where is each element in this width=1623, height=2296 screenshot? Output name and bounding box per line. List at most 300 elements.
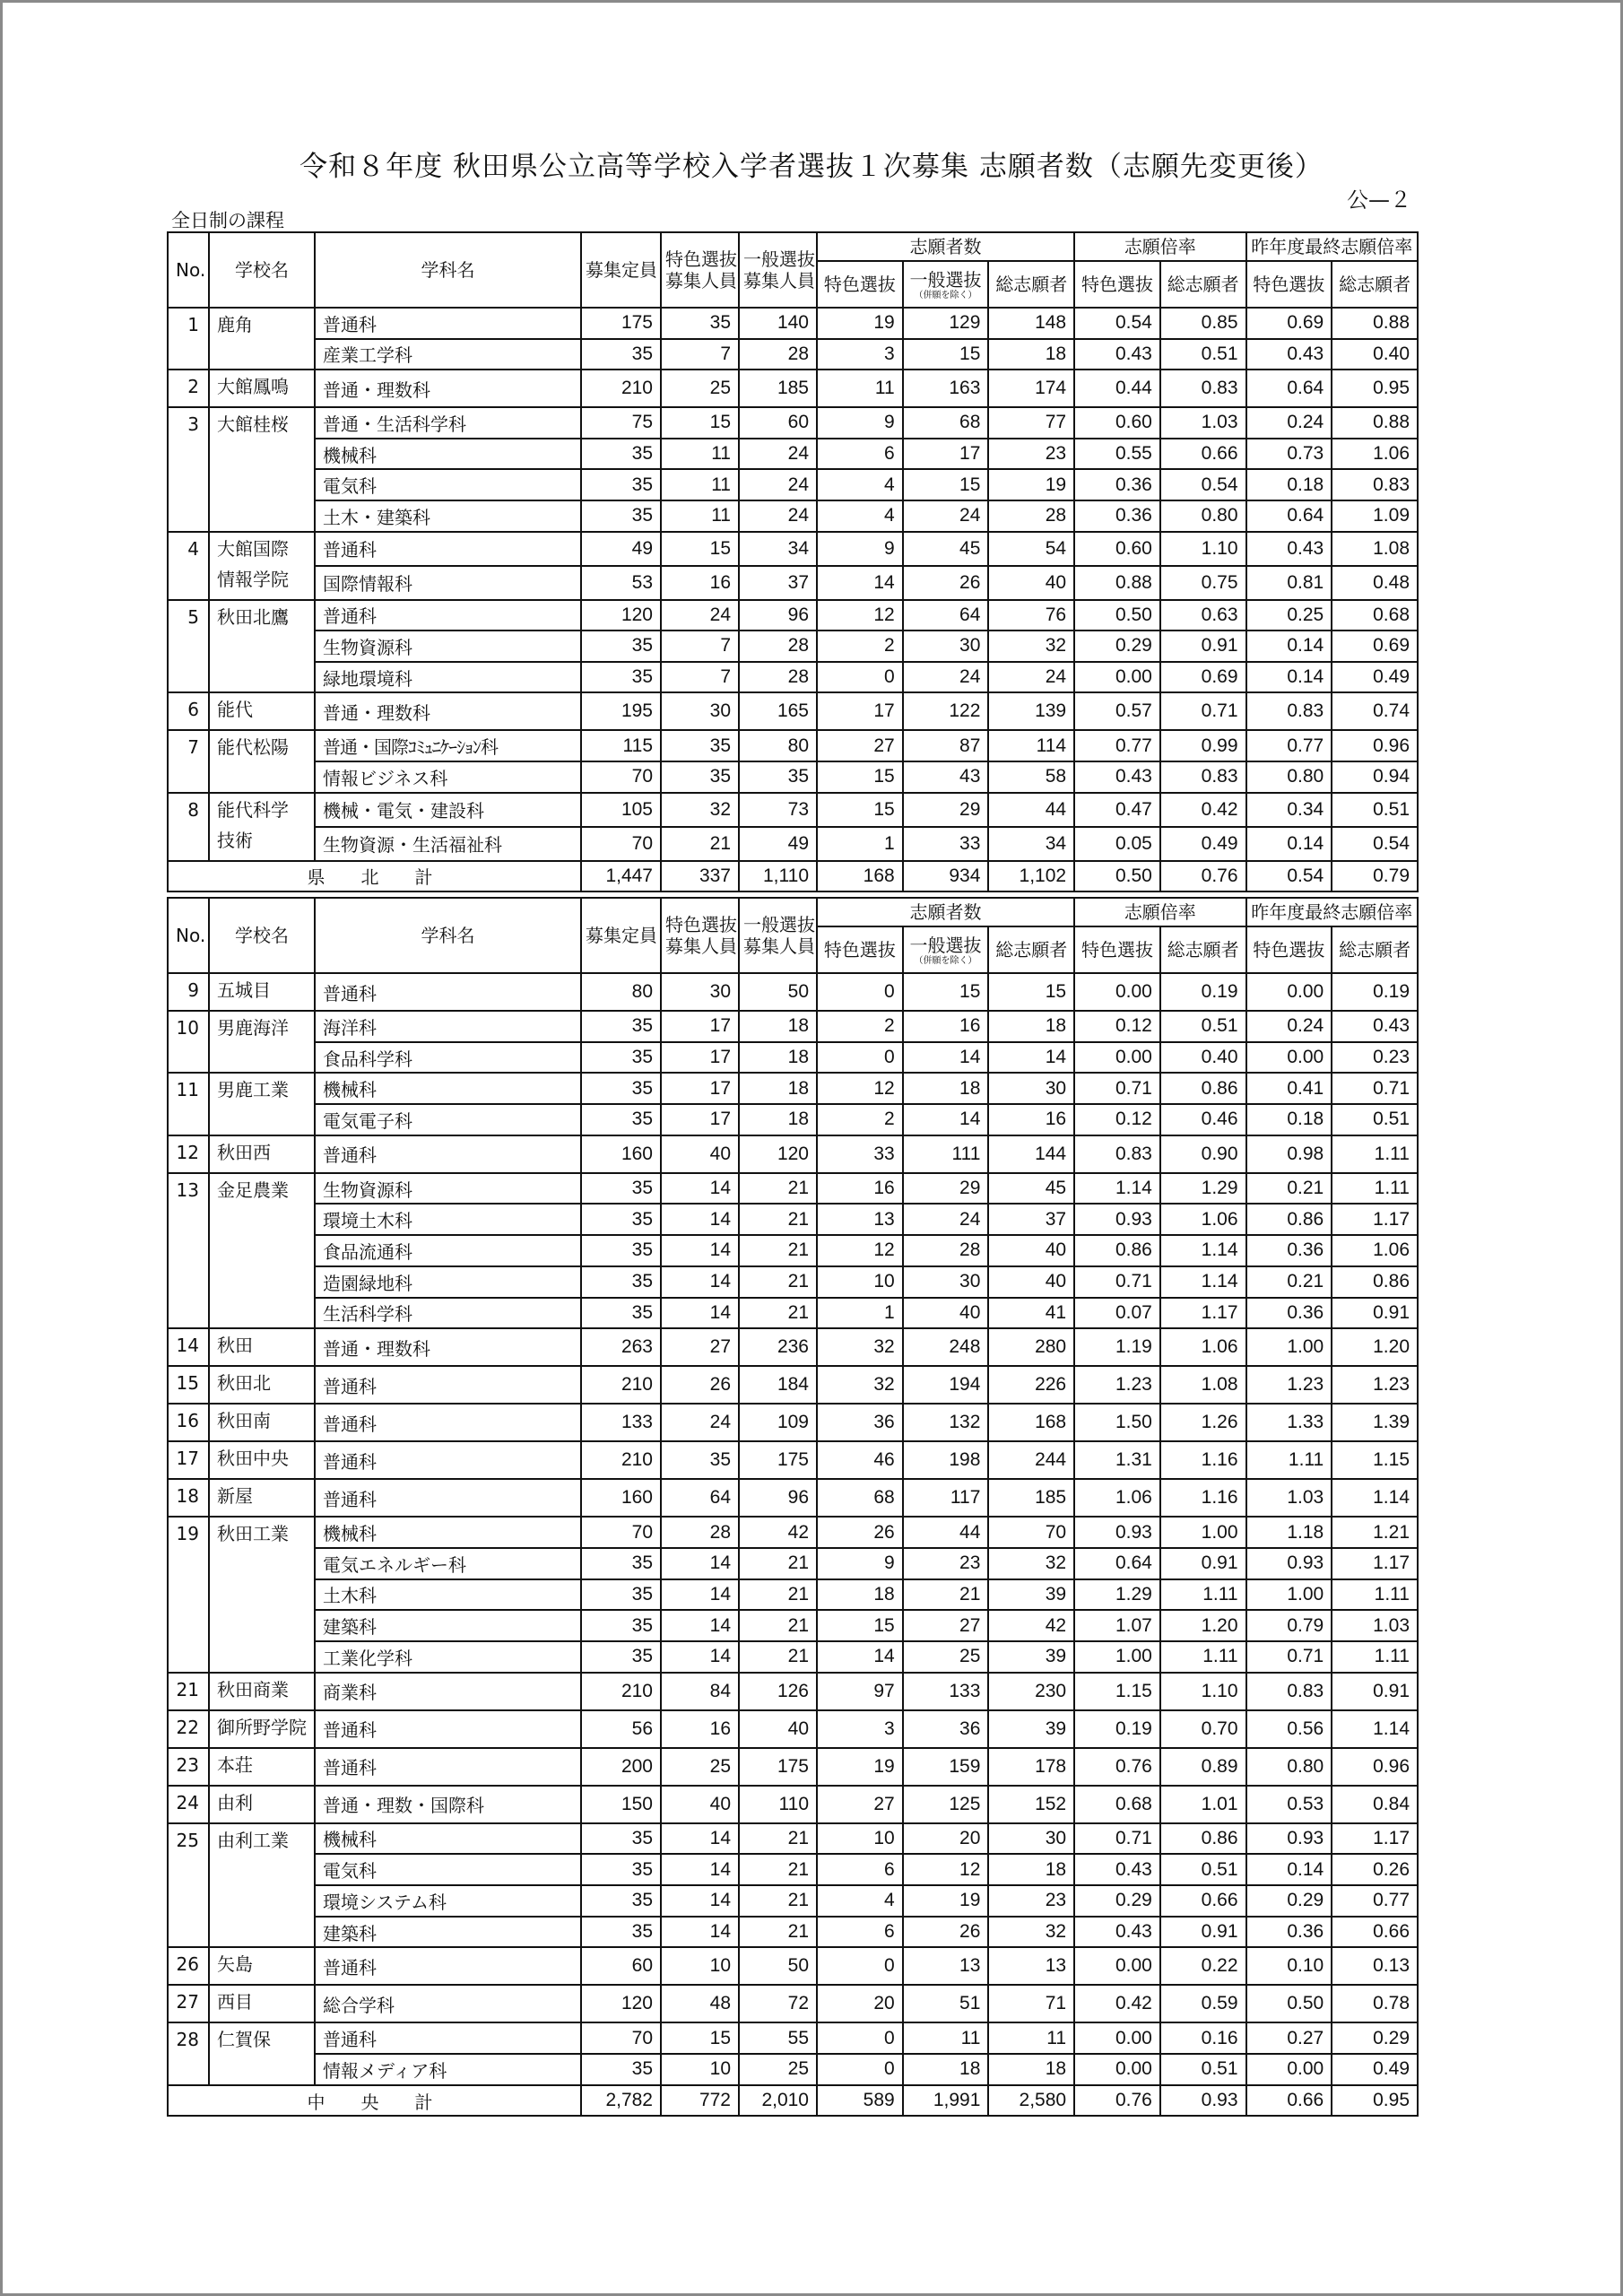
applicants-general-cell: 24: [903, 662, 989, 693]
school-number: 26: [168, 1947, 209, 1985]
applicants-special-cell: 97: [817, 1673, 903, 1710]
general-quota-cell: 185: [739, 370, 817, 407]
header-applicants-group: 志願者数: [817, 898, 1074, 926]
total-capacity-cell: 2,782: [581, 2085, 661, 2117]
applicants-general-cell: 15: [903, 973, 989, 1011]
table-row: [168, 662, 1418, 693]
applicants-special-cell: 0: [817, 2054, 903, 2085]
school-number: 19: [168, 1517, 209, 1672]
department-name: 土木・建築科: [315, 500, 581, 532]
table-row: [168, 1235, 1418, 1266]
school-name: [209, 2022, 315, 2084]
special-quota-cell: 16: [661, 1710, 739, 1748]
prev-ratio-special-cell: 0.43: [1246, 339, 1332, 370]
general-quota-cell: 21: [739, 1579, 817, 1611]
applicants-total-cell: 42: [988, 1610, 1074, 1641]
department-name: 海洋科: [315, 1011, 581, 1042]
applicants-total-cell: 174: [988, 370, 1074, 407]
header-ratio-group: 志願倍率: [1074, 232, 1245, 261]
special-quota-cell: 14: [661, 1235, 739, 1266]
school-name: [209, 1404, 315, 1441]
ratio-total-cell: 0.71: [1160, 692, 1246, 730]
table-row: [168, 1298, 1418, 1329]
department-name: 機械科: [315, 1073, 581, 1104]
ratio-special-cell: 1.14: [1074, 1173, 1160, 1205]
applicants-total-cell: 185: [988, 1479, 1074, 1517]
ratio-total-cell: 0.40: [1160, 1042, 1246, 1074]
applicants-general-cell: 129: [903, 308, 989, 339]
prev-ratio-special-cell: 0.98: [1246, 1135, 1332, 1173]
special-quota-cell: 35: [661, 730, 739, 761]
ratio-total-cell: 0.16: [1160, 2022, 1246, 2054]
table-row: [168, 1579, 1418, 1611]
school-number: 25: [168, 1823, 209, 1948]
applicants-general-cell: 26: [903, 566, 989, 600]
applicants-general-cell: 16: [903, 1011, 989, 1042]
region-total-row: [168, 2085, 1418, 2117]
general-quota-cell: 21: [739, 1298, 817, 1329]
ratio-special-cell: 0.42: [1074, 1985, 1160, 2022]
ratio-special-cell: 0.36: [1074, 500, 1160, 532]
applicants-general-cell: 21: [903, 1579, 989, 1611]
department-name: 商業科: [315, 1673, 581, 1710]
table-row: [168, 1854, 1418, 1885]
applicants-special-cell: 18: [817, 1579, 903, 1611]
special-quota-cell: 14: [661, 1917, 739, 1948]
applicants-total-cell: 37: [988, 1204, 1074, 1235]
header-ratio-total: 総志願者: [1160, 926, 1246, 973]
school-number: 7: [168, 730, 209, 792]
total-ratio-total-cell: 0.76: [1160, 861, 1246, 892]
capacity-cell: 35: [581, 1579, 661, 1611]
special-quota-cell: 11: [661, 439, 739, 470]
ratio-total-cell: 1.11: [1160, 1579, 1246, 1611]
prev-ratio-total-cell: 0.77: [1332, 1885, 1418, 1917]
special-quota-cell: 10: [661, 1947, 739, 1985]
applicants-total-cell: 16: [988, 1104, 1074, 1135]
ratio-total-cell: 1.08: [1160, 1366, 1246, 1404]
department-name: 機械科: [315, 1517, 581, 1548]
prev-ratio-special-cell: 0.93: [1246, 1548, 1332, 1579]
course-label: 全日制の課程: [171, 210, 284, 231]
department-name: 土木科: [315, 1579, 581, 1611]
general-quota-cell: 109: [739, 1404, 817, 1441]
header-ratio-special: 特色選抜: [1074, 926, 1160, 973]
department-name: 食品流通科: [315, 1235, 581, 1266]
applicants-total-cell: 226: [988, 1366, 1074, 1404]
school-number: 12: [168, 1135, 209, 1173]
school-number: 1: [168, 308, 209, 370]
school-name-line: 仁賀保: [217, 2029, 271, 2051]
applicants-total-cell: 76: [988, 600, 1074, 631]
general-quota-cell: 21: [739, 1548, 817, 1579]
applicants-general-cell: 15: [903, 469, 989, 500]
header-special-quota: [661, 898, 739, 973]
general-quota-cell: 96: [739, 1479, 817, 1517]
general-quota-cell: 126: [739, 1673, 817, 1710]
special-quota-cell: 14: [661, 1885, 739, 1917]
general-quota-cell: 28: [739, 662, 817, 693]
department-name: 環境土木科: [315, 1204, 581, 1235]
school-name: [209, 1011, 315, 1073]
ratio-total-cell: 1.26: [1160, 1404, 1246, 1441]
school-name-line: 能代松陽: [217, 736, 289, 759]
ratio-special-cell: 0.71: [1074, 1266, 1160, 1298]
header-applicants-general-note: （併願を除く）: [914, 955, 977, 966]
prev-ratio-special-cell: 0.25: [1246, 600, 1332, 631]
ratio-total-cell: 1.17: [1160, 1298, 1246, 1329]
ratio-special-cell: 0.00: [1074, 973, 1160, 1011]
prev-ratio-special-cell: 0.64: [1246, 370, 1332, 407]
prev-ratio-special-cell: 0.71: [1246, 1641, 1332, 1673]
capacity-cell: 35: [581, 1610, 661, 1641]
special-quota-cell: 17: [661, 1104, 739, 1135]
header-special-quota-l2: 募集人員: [665, 270, 737, 291]
school-name-line: 秋田: [217, 1335, 253, 1357]
school-number: 28: [168, 2022, 209, 2084]
table-row: [168, 308, 1418, 339]
total-prev-ratio-total-cell: 0.95: [1332, 2085, 1418, 2117]
ratio-special-cell: 0.64: [1074, 1548, 1160, 1579]
prev-ratio-special-cell: 0.64: [1246, 500, 1332, 532]
applicants-special-cell: 0: [817, 973, 903, 1011]
ratio-special-cell: 0.68: [1074, 1786, 1160, 1823]
general-quota-cell: 21: [739, 1885, 817, 1917]
applicants-total-cell: 40: [988, 566, 1074, 600]
capacity-cell: 56: [581, 1710, 661, 1748]
applicants-special-cell: 11: [817, 370, 903, 407]
school-number: 11: [168, 1073, 209, 1135]
special-quota-cell: 40: [661, 1786, 739, 1823]
school-name: [209, 1173, 315, 1328]
school-name-line: 本荘: [217, 1753, 253, 1776]
prev-ratio-total-cell: 0.95: [1332, 370, 1418, 407]
ratio-total-cell: 1.03: [1160, 407, 1246, 439]
ratio-special-cell: 0.93: [1074, 1204, 1160, 1235]
general-quota-cell: 40: [739, 1710, 817, 1748]
department-name: 食品科学科: [315, 1042, 581, 1074]
applicants-special-cell: 20: [817, 1985, 903, 2022]
applicants-special-cell: 10: [817, 1266, 903, 1298]
table-row: [168, 730, 1418, 761]
special-quota-cell: 28: [661, 1517, 739, 1548]
applicants-total-cell: 18: [988, 1011, 1074, 1042]
department-name: 産業工学科: [315, 339, 581, 370]
prev-ratio-special-cell: 0.50: [1246, 1985, 1332, 2022]
table-row: [168, 1104, 1418, 1135]
general-quota-cell: 80: [739, 730, 817, 761]
total-capacity-cell: 1,447: [581, 861, 661, 892]
prev-ratio-total-cell: 0.49: [1332, 662, 1418, 693]
ratio-special-cell: 0.54: [1074, 308, 1160, 339]
ratio-special-cell: 0.57: [1074, 692, 1160, 730]
general-quota-cell: 96: [739, 600, 817, 631]
ratio-special-cell: 1.07: [1074, 1610, 1160, 1641]
school-name: [209, 1786, 315, 1823]
table-body: [168, 308, 1418, 891]
header-applicants-total: 総志願者: [988, 261, 1074, 308]
capacity-cell: 35: [581, 1548, 661, 1579]
table-row: [168, 1366, 1418, 1404]
applicants-general-cell: 28: [903, 1235, 989, 1266]
prev-ratio-total-cell: 1.06: [1332, 1235, 1418, 1266]
prev-ratio-special-cell: 0.86: [1246, 1204, 1332, 1235]
applicants-general-cell: 125: [903, 1786, 989, 1823]
ratio-total-cell: 1.10: [1160, 532, 1246, 566]
special-quota-cell: 15: [661, 532, 739, 566]
table-row: [168, 1823, 1418, 1855]
table-row: [168, 1042, 1418, 1074]
applicants-general-cell: 27: [903, 1610, 989, 1641]
ratio-special-cell: 0.43: [1074, 1917, 1160, 1948]
general-quota-cell: 37: [739, 566, 817, 600]
prev-ratio-special-cell: 0.24: [1246, 1011, 1332, 1042]
applicants-total-cell: 23: [988, 1885, 1074, 1917]
school-name: [209, 1441, 315, 1479]
ratio-total-cell: 0.66: [1160, 439, 1246, 470]
ratio-total-cell: 0.91: [1160, 1917, 1246, 1948]
capacity-cell: 35: [581, 1917, 661, 1948]
department-name: 普通・国際ｺﾐｭﾆｹｰｼｮﾝ科: [315, 730, 581, 761]
table-row: [168, 566, 1418, 600]
prev-ratio-special-cell: 0.77: [1246, 730, 1332, 761]
special-quota-cell: 7: [661, 339, 739, 370]
department-name: 普通・理数・国際科: [315, 1786, 581, 1823]
table-row: [168, 407, 1418, 439]
general-quota-cell: 140: [739, 308, 817, 339]
prev-ratio-total-cell: 0.23: [1332, 1042, 1418, 1074]
total-prev-ratio-special-cell: 0.66: [1246, 2085, 1332, 2117]
ratio-special-cell: 0.43: [1074, 1854, 1160, 1885]
total-applicants-special-cell: 589: [817, 2085, 903, 2117]
total-ratio-special-cell: 0.76: [1074, 2085, 1160, 2117]
applicants-total-cell: 139: [988, 692, 1074, 730]
applicants-general-cell: 18: [903, 2054, 989, 2085]
header-applicants-general: [903, 261, 989, 308]
department-name: 普通科: [315, 1404, 581, 1441]
special-quota-cell: 21: [661, 827, 739, 861]
special-quota-cell: 16: [661, 566, 739, 600]
header-capacity: 募集定員: [581, 898, 661, 973]
applicants-total-cell: 230: [988, 1673, 1074, 1710]
ratio-special-cell: 0.29: [1074, 1885, 1160, 1917]
applicants-special-cell: 68: [817, 1479, 903, 1517]
prev-ratio-special-cell: 0.00: [1246, 2054, 1332, 2085]
capacity-cell: 35: [581, 1042, 661, 1074]
ratio-special-cell: 0.12: [1074, 1104, 1160, 1135]
ratio-total-cell: 1.16: [1160, 1479, 1246, 1517]
applicants-total-cell: 44: [988, 793, 1074, 827]
applicants-special-cell: 26: [817, 1517, 903, 1548]
department-name: 総合学科: [315, 1985, 581, 2022]
ratio-special-cell: 0.00: [1074, 1947, 1160, 1985]
header-no: No.: [168, 232, 209, 308]
special-quota-cell: 35: [661, 1441, 739, 1479]
applicants-total-cell: 18: [988, 2054, 1074, 2085]
prev-ratio-total-cell: 0.88: [1332, 308, 1418, 339]
prev-ratio-total-cell: 0.88: [1332, 407, 1418, 439]
capacity-cell: 70: [581, 761, 661, 793]
capacity-cell: 49: [581, 532, 661, 566]
table-row: [168, 370, 1418, 407]
total-applicants-total-cell: 2,580: [988, 2085, 1074, 2117]
table-row: [168, 500, 1418, 532]
general-quota-cell: 21: [739, 1610, 817, 1641]
department-name: 機械・電気・建設科: [315, 793, 581, 827]
applicants-total-cell: 58: [988, 761, 1074, 793]
general-quota-cell: 24: [739, 439, 817, 470]
total-applicants-general-cell: 1,991: [903, 2085, 989, 2117]
capacity-cell: 210: [581, 1441, 661, 1479]
applicants-general-cell: 33: [903, 827, 989, 861]
table-row: [168, 1885, 1418, 1917]
ratio-total-cell: 1.01: [1160, 1786, 1246, 1823]
prev-ratio-special-cell: 0.43: [1246, 532, 1332, 566]
applicants-total-cell: 15: [988, 973, 1074, 1011]
ratio-total-cell: 1.14: [1160, 1235, 1246, 1266]
capacity-cell: 35: [581, 1104, 661, 1135]
applicants-special-cell: 6: [817, 1917, 903, 1948]
school-number: 15: [168, 1366, 209, 1404]
header-general-quota: [739, 898, 817, 973]
applicants-general-cell: 122: [903, 692, 989, 730]
applicants-general-cell: 36: [903, 1710, 989, 1748]
applicants-general-cell: 14: [903, 1042, 989, 1074]
table-row: [168, 2022, 1418, 2054]
ratio-special-cell: 0.43: [1074, 761, 1160, 793]
ratio-special-cell: 0.50: [1074, 600, 1160, 631]
applicants-general-cell: 14: [903, 1104, 989, 1135]
ratio-special-cell: 0.83: [1074, 1135, 1160, 1173]
school-name-line: 大館桂桜: [217, 413, 289, 436]
general-quota-cell: 60: [739, 407, 817, 439]
table-row: [168, 1985, 1418, 2022]
prev-ratio-special-cell: 1.00: [1246, 1328, 1332, 1366]
ratio-special-cell: 0.44: [1074, 370, 1160, 407]
applicants-special-cell: 33: [817, 1135, 903, 1173]
special-quota-cell: 14: [661, 1641, 739, 1673]
header-school: 学校名: [209, 898, 315, 973]
header-special-quota-l2: 募集人員: [665, 935, 737, 957]
general-quota-cell: 18: [739, 1104, 817, 1135]
prev-ratio-special-cell: 0.21: [1246, 1173, 1332, 1205]
applicants-general-cell: 64: [903, 600, 989, 631]
applicants-special-cell: 12: [817, 1235, 903, 1266]
ratio-total-cell: 0.51: [1160, 2054, 1246, 2085]
department-name: 情報メディア科: [315, 2054, 581, 2085]
capacity-cell: 70: [581, 827, 661, 861]
prev-ratio-total-cell: 0.71: [1332, 1073, 1418, 1104]
department-name: 建築科: [315, 1917, 581, 1948]
applicants-special-cell: 13: [817, 1204, 903, 1235]
department-name: 生活科学科: [315, 1298, 581, 1329]
department-name: 環境システム科: [315, 1885, 581, 1917]
region-total-label: 県 北 計: [168, 861, 581, 892]
prev-ratio-total-cell: 0.51: [1332, 793, 1418, 827]
general-quota-cell: 42: [739, 1517, 817, 1548]
school-name: [209, 370, 315, 407]
table-row: [168, 1479, 1418, 1517]
school-number: 17: [168, 1441, 209, 1479]
applicants-general-cell: 13: [903, 1947, 989, 1985]
applicants-general-cell: 25: [903, 1641, 989, 1673]
prev-ratio-total-cell: 1.23: [1332, 1366, 1418, 1404]
applicants-total-cell: 18: [988, 339, 1074, 370]
ratio-special-cell: 0.93: [1074, 1517, 1160, 1548]
school-name: [209, 692, 315, 730]
applicants-general-cell: 30: [903, 1266, 989, 1298]
ratio-total-cell: 0.86: [1160, 1073, 1246, 1104]
prev-ratio-total-cell: 0.83: [1332, 469, 1418, 500]
applicants-total-cell: 40: [988, 1266, 1074, 1298]
school-name: [209, 1985, 315, 2022]
ratio-total-cell: 0.46: [1160, 1104, 1246, 1135]
capacity-cell: 210: [581, 370, 661, 407]
ratio-special-cell: 0.86: [1074, 1235, 1160, 1266]
school-name-line: 秋田西: [217, 1141, 271, 1163]
total-prev-ratio-total-cell: 0.79: [1332, 861, 1418, 892]
special-quota-cell: 17: [661, 1073, 739, 1104]
applicants-general-cell: 17: [903, 439, 989, 470]
special-quota-cell: 25: [661, 1748, 739, 1786]
prev-ratio-total-cell: 1.11: [1332, 1135, 1418, 1173]
header-general-quota-l1: 一般選抜: [743, 248, 815, 270]
ratio-total-cell: 1.20: [1160, 1610, 1246, 1641]
table-row: [168, 692, 1418, 730]
school-number: 23: [168, 1748, 209, 1786]
ratio-total-cell: 0.51: [1160, 1854, 1246, 1885]
general-quota-cell: 25: [739, 2054, 817, 2085]
prev-ratio-total-cell: 0.78: [1332, 1985, 1418, 2022]
special-quota-cell: 14: [661, 1579, 739, 1611]
applicants-general-cell: 15: [903, 339, 989, 370]
applicants-total-cell: 40: [988, 1235, 1074, 1266]
ratio-total-cell: 1.29: [1160, 1173, 1246, 1205]
school-name-line: 秋田南: [217, 1410, 271, 1432]
special-quota-cell: 7: [661, 631, 739, 662]
ratio-special-cell: 0.36: [1074, 469, 1160, 500]
special-quota-cell: 64: [661, 1479, 739, 1517]
general-quota-cell: 72: [739, 1985, 817, 2022]
capacity-cell: 35: [581, 2054, 661, 2085]
department-name: 電気エネルギー科: [315, 1548, 581, 1579]
capacity-cell: 35: [581, 500, 661, 532]
general-quota-cell: 21: [739, 1204, 817, 1235]
ratio-special-cell: 1.31: [1074, 1441, 1160, 1479]
capacity-cell: 115: [581, 730, 661, 761]
ratio-special-cell: 1.06: [1074, 1479, 1160, 1517]
applicants-special-cell: 14: [817, 566, 903, 600]
school-number: 27: [168, 1985, 209, 2022]
department-name: 普通科: [315, 532, 581, 566]
school-name-line: 西目: [217, 1991, 253, 2013]
department-name: 普通・理数科: [315, 1328, 581, 1366]
school-name: [209, 600, 315, 693]
applicants-general-cell: 44: [903, 1517, 989, 1548]
prev-ratio-special-cell: 0.10: [1246, 1947, 1332, 1985]
prev-ratio-total-cell: 0.51: [1332, 1104, 1418, 1135]
table-row: [168, 1786, 1418, 1823]
applicants-total-cell: 148: [988, 308, 1074, 339]
header-school: 学校名: [209, 232, 315, 308]
special-quota-cell: 35: [661, 761, 739, 793]
special-quota-cell: 11: [661, 469, 739, 500]
general-quota-cell: 18: [739, 1011, 817, 1042]
department-name: 普通科: [315, 973, 581, 1011]
school-name-line: 男鹿海洋: [217, 1017, 289, 1039]
prev-ratio-total-cell: 0.91: [1332, 1298, 1418, 1329]
special-quota-cell: 17: [661, 1011, 739, 1042]
